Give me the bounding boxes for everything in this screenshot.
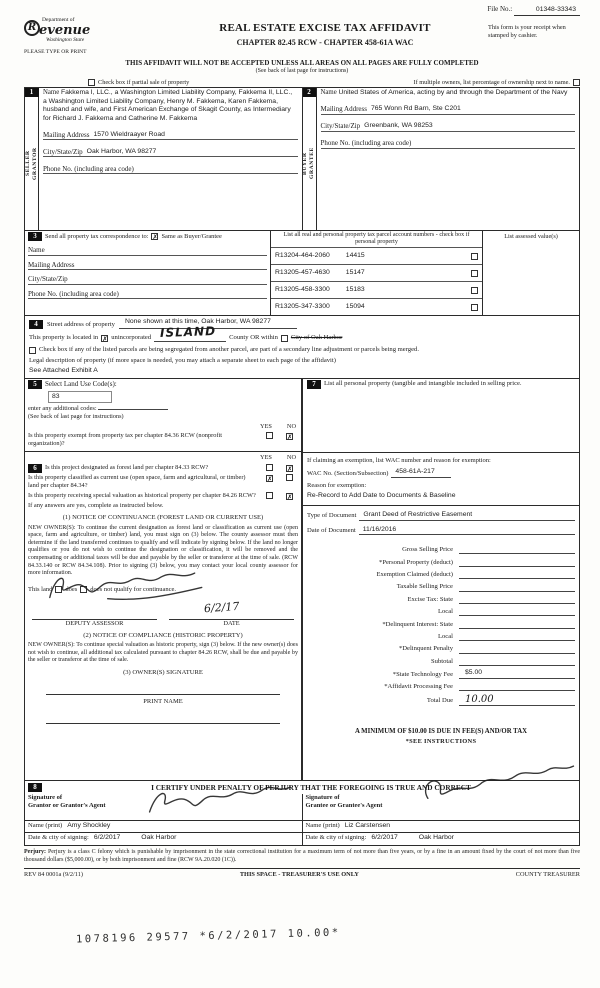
- grantor-date-city-field[interactable]: [25, 832, 302, 842]
- page-title: REAL ESTATE EXCISE TAX AFFIDAVIT: [219, 22, 431, 35]
- unincorporated-checkbox[interactable]: ✗: [102, 334, 108, 343]
- date-of-document-label: Date of Document: [307, 526, 356, 534]
- fee-row-excise-tax-local: Local: [307, 607, 575, 616]
- see-instructions-note: *SEE INSTRUCTIONS: [405, 738, 477, 746]
- personal-property-section: [302, 378, 580, 781]
- exempt-yes-checkbox[interactable]: [266, 432, 273, 439]
- grantee-date-value: 6/2/2017: [371, 834, 398, 842]
- fee-value-field[interactable]: [459, 620, 575, 629]
- buyer-grantee-section: [302, 88, 580, 230]
- fee-value-field[interactable]: [459, 607, 575, 616]
- parcel-id: R13205-458-3300: [275, 286, 330, 294]
- street-address-label: Street address of property: [47, 320, 115, 328]
- middle-columns: [24, 379, 580, 781]
- forest-no-checkbox[interactable]: ✗: [287, 464, 293, 473]
- buyer-grantee-vertical-label: BUYER GRANTEE: [302, 148, 315, 180]
- grantee-date-label: Date & city of signing:: [305, 834, 367, 842]
- fee-row-delinquent-interest-local: Local: [307, 632, 575, 641]
- buyer-city-label: City/State/Zip: [320, 122, 361, 131]
- additional-codes-line[interactable]: [98, 408, 168, 410]
- minimum-due-note: A MINIMUM OF $10.00 IS DUE IN FEE(S) AND/OR TAX: [354, 727, 528, 735]
- logo-department-of: Department of: [42, 17, 75, 24]
- section-7-number: 7: [307, 380, 321, 389]
- fee-value-field[interactable]: [459, 595, 575, 604]
- parcel-row: [271, 281, 482, 298]
- fee-row-delinquent-penalty: *Delinquent Penalty: [307, 645, 575, 654]
- parties-section: [24, 87, 580, 231]
- forest-yes-checkbox[interactable]: [266, 464, 273, 471]
- wac-number-value[interactable]: 458-61A-217: [391, 468, 451, 478]
- seller-name-field[interactable]: [43, 89, 298, 123]
- fee-row-excise-tax-state: Excise Tax: State: [307, 595, 575, 604]
- forest-land-question: Is this project designated as forest land per chapter 84.33 RCW?: [45, 463, 209, 471]
- seller-name-label: Name: [43, 89, 60, 97]
- parcel-num: 15094: [345, 303, 365, 311]
- grantor-agent-label: Grantor or Grantor's Agent: [28, 801, 106, 809]
- grantor-signature-of-label: Signature of: [28, 793, 63, 801]
- multiple-owners-label: If multiple owners, list percentage of ownership next to name.: [413, 78, 570, 86]
- buyer-name-field[interactable]: [321, 89, 576, 97]
- parcel-id: R13205-457-4630: [275, 269, 330, 277]
- deputy-assessor-label: DEPUTY ASSESSOR: [65, 619, 124, 627]
- partial-sale-label: Check box if partial sale of property: [98, 78, 190, 86]
- fee-value-field[interactable]: [459, 657, 575, 666]
- multiple-owners-checkbox[interactable]: [573, 79, 580, 86]
- parcel-row: [271, 264, 482, 281]
- file-number-label: File No.:: [487, 5, 513, 13]
- city-of-oak-harbor-label: City of Oak Harbor: [290, 333, 343, 341]
- pre-section-row: [24, 79, 580, 87]
- seller-city-label: City/State/Zip: [43, 147, 83, 156]
- fee-value-field[interactable]: [459, 583, 575, 592]
- notice-of-continuance-text: NEW OWNER(S): To continue the current designation as forest land or classification as current use (open space, farm and agriculture, or timber) land, you must sign on (3) below. The county assessor must then determine if the land transferred continues to qualify and will indicate by signing below. If the land no longer qualifies or you do not wish to continue the designation or classification, it will be removed and the compensating or additional taxes will be due and payable by the seller or transferor at the time of sale. (RCW 84.33.140 or RCW 84.34.108). Prior to signing (3) below, you may contact your local county assessor for more information.: [28, 524, 298, 577]
- legal-description-label: Legal description of property (if more space is needed, you may attach a separate sheet to each page of the affidavit): [29, 357, 336, 365]
- buyer-phone-label: Phone No. (including area code): [320, 139, 412, 148]
- parcel-num: 15183: [345, 286, 365, 294]
- county-handwritten-value: ISLAND: [159, 323, 217, 340]
- same-as-buyer-checkbox[interactable]: ✗: [152, 233, 158, 242]
- correspondence-city-label: City/State/Zip: [28, 275, 68, 284]
- perjury-notice: [24, 849, 580, 865]
- form-header: [24, 17, 580, 56]
- yes-no-header: YES NO: [260, 422, 296, 430]
- total-due-handwritten-value[interactable]: 10.00: [459, 695, 575, 706]
- historic-yes-checkbox[interactable]: [266, 492, 273, 499]
- grantee-city-value: Oak Harbor: [418, 834, 454, 842]
- grantee-signature-block: [302, 794, 580, 845]
- receipt-note: This form is your receipt when stamped by cashier.: [488, 24, 566, 40]
- parcel-row: [271, 248, 482, 264]
- seller-phone-field[interactable]: [43, 164, 298, 174]
- personal-property-checkbox-3[interactable]: [471, 287, 478, 294]
- deputy-assessor-row: [28, 599, 298, 628]
- grantor-name-value: Amy Shockley: [67, 821, 111, 829]
- buyer-mailing-value: 765 Wonn Rd Barn, Ste C201: [370, 105, 461, 113]
- personal-property-blank-area[interactable]: [303, 391, 579, 453]
- tax-correspondence-section: [24, 230, 580, 316]
- exemption-claim-label: If claiming an exemption, list WAC number and reason for exemption:: [307, 456, 491, 464]
- dor-logo: [24, 17, 162, 56]
- date-of-document-value[interactable]: 11/16/2016: [359, 526, 575, 535]
- fee-row-state-technology-fee: *State Technology Fee $5.00: [307, 669, 575, 678]
- does-not-label: does not qualify for continuance.: [90, 585, 177, 593]
- grantee-name-print-label: Name (print): [305, 821, 340, 829]
- certification-section: [24, 780, 580, 846]
- type-of-document-label: Type of Document: [307, 512, 357, 520]
- section-6-number: 6: [28, 464, 42, 473]
- grantor-signature-block: [25, 794, 302, 845]
- correspondence-mailing-field[interactable]: [28, 260, 267, 270]
- section-5-number: 5: [28, 380, 42, 389]
- type-of-document-value[interactable]: Grant Deed of Restrictive Easement: [359, 511, 575, 520]
- correspondence-name-label: Name: [28, 246, 45, 255]
- buyer-city-field[interactable]: [321, 122, 576, 132]
- correspondence-phone-field[interactable]: [28, 289, 267, 299]
- parcel-num: 15147: [345, 269, 365, 277]
- correspondence-name-field[interactable]: [28, 246, 267, 256]
- personal-property-checkbox-4[interactable]: [471, 304, 478, 311]
- certify-statement: I CERTIFY UNDER PENALTY OF PERJURY THAT THE FOREGOING IS TRUE AND CORRECT: [151, 782, 471, 792]
- print-name-label: PRINT NAME: [143, 698, 183, 706]
- see-back-note: (See back of last page for instructions): [255, 68, 349, 75]
- located-in-label: This property is located in: [29, 333, 99, 341]
- parcel-num: 14415: [345, 252, 365, 260]
- current-use-no-checkbox[interactable]: [286, 474, 293, 481]
- deputy-date-line[interactable]: [169, 599, 294, 620]
- correspondence-label: Send all property tax correspondence to:: [45, 232, 149, 240]
- additional-codes-field[interactable]: [28, 405, 298, 413]
- county-treasurer-label: COUNTY TREASURER: [515, 870, 580, 878]
- perjury-label: Perjury:: [24, 848, 46, 855]
- partial-sale-checkbox[interactable]: [88, 79, 95, 86]
- land-use-code-field[interactable]: 83: [48, 391, 112, 403]
- fee-value-field[interactable]: [459, 632, 575, 641]
- additional-codes-label: enter any additional codes:: [28, 405, 97, 413]
- property-location-section: [24, 315, 580, 378]
- cashier-stamp: 1078196 29577 *6/2/2017 10.00*: [75, 926, 341, 946]
- fee-value-field[interactable]: [459, 558, 575, 567]
- segregated-label: Check box if any of the listed parcels are being segregated from another parcel, are part of a secondary line adjustment or parcels being merged.: [39, 345, 419, 353]
- if-any-yes-note: If any answers are yes, complete as instructed below.: [28, 502, 164, 510]
- grantor-date-label: Date & city of signing:: [28, 834, 89, 842]
- assessed-value-column[interactable]: [483, 231, 579, 315]
- form-revision: REV 84 0001a (9/2/11): [24, 870, 83, 878]
- grantor-date-value: 6/2/2017: [93, 834, 121, 842]
- parcel-id: R13205-347-3300: [275, 303, 330, 311]
- file-number-value: 01348-33343: [514, 6, 580, 16]
- section-2-number: 2: [302, 88, 316, 97]
- city-checkbox[interactable]: [281, 335, 288, 342]
- land-does-checkbox[interactable]: [55, 586, 62, 593]
- grantor-city-value: Oak Harbor: [141, 834, 177, 842]
- seller-mailing-label: Mailing Address: [43, 130, 90, 139]
- same-as-buyer-label: Same as Buyer/Grantee: [161, 232, 222, 240]
- correspondence-mailing-label: Mailing Address: [28, 260, 75, 269]
- perjury-text: Perjury is a class C felony which is punishable by imprisonment in the state correctional institution for a maximum term of not more than five years, or by a fine in an amount fixed by the court of not more than five thousand dollars ($5,000.00), or by both imprisonment and fine (RCW 9A.20.020 (1C)).: [24, 848, 581, 863]
- fee-value-field[interactable]: [459, 645, 575, 654]
- fee-value-field[interactable]: [459, 682, 575, 691]
- personal-property-label: List all personal property (tangible and intangible included in selling price.: [324, 379, 522, 387]
- parcel-list-header: List all real and personal property tax parcel account numbers - check box if personal property: [271, 231, 482, 248]
- parcel-row: [271, 298, 482, 315]
- section-1-number: 1: [25, 88, 39, 97]
- fee-table: [307, 542, 575, 706]
- fee-value-field[interactable]: [459, 545, 575, 554]
- grantor-signature-area[interactable]: [28, 794, 299, 818]
- seller-grantor-section: [25, 88, 302, 230]
- grantee-print-name-field[interactable]: [303, 820, 580, 830]
- continuance-section: [24, 451, 302, 781]
- buyer-name-value: United States of America, acting by and through the Department of the Navy: [338, 89, 568, 97]
- owners-signature-title: (3) OWNER(S) SIGNATURE: [123, 669, 203, 677]
- deputy-date-handwritten: 6/2/17: [203, 599, 240, 616]
- logo-washington-state: Washington State: [46, 37, 85, 44]
- notice-of-compliance-title: (2) NOTICE OF COMPLIANCE (HISTORIC PROPERTY): [83, 631, 243, 639]
- buyer-mailing-label: Mailing Address: [320, 105, 367, 114]
- seller-mailing-field[interactable]: [43, 130, 298, 140]
- grantee-agent-label: Grantee or Grantee's Agent: [305, 801, 383, 809]
- does-label: does: [65, 585, 78, 593]
- seller-phone-label: Phone No. (including area code): [43, 164, 134, 173]
- section-7-divider: [303, 505, 579, 506]
- seller-city-value: Oak Harbor, WA 98277: [86, 147, 157, 155]
- fee-row-affidavit-processing-fee: *Affidavit Processing Fee: [307, 682, 575, 691]
- notice-of-compliance-text: NEW OWNER(S): To continue special valuation as historic property, sign (3) below. If the new owner(s) does not wish to continue, all additional tax calculated pursuant to chapter 84.26 RCW, shall be due and payable by the seller or transferor at the time of sale.: [28, 642, 298, 664]
- seller-city-field[interactable]: [43, 147, 298, 157]
- grantee-signature-of-label: Signature of: [305, 793, 340, 801]
- grantee-date-city-field[interactable]: [303, 832, 580, 842]
- land-does-not-checkbox[interactable]: [80, 586, 87, 593]
- notice-of-continuance-title: (1) NOTICE OF CONTINUANCE (FOREST LAND OR CURRENT USE): [62, 514, 264, 522]
- print-name-line[interactable]: [46, 711, 280, 724]
- buyer-name-label: Name: [320, 89, 337, 97]
- date-label: DATE: [223, 619, 240, 627]
- section-3-number: 3: [28, 232, 42, 241]
- grantee-name-value: Liz Carstensen: [344, 821, 391, 829]
- file-number: [24, 5, 580, 16]
- seller-name-value: Fakkema I, LLC., a Washington Limited Liability Company, Fakkema II, LLC., a Washington Limited Liability Company, Henry M. Fakkema, Karen Fakkema, husband and wife, and First American Exchange of Skagit County, as Intermediary for Richard J. Fakkema and Catherine M. Fakkema: [43, 89, 293, 122]
- personal-property-checkbox-2[interactable]: [471, 270, 478, 277]
- seller-mailing-value: 1570 Wieldraayer Road: [93, 130, 165, 138]
- correspondence-phone-label: Phone No. (including area code): [28, 289, 119, 298]
- deputy-assessor-signature-line[interactable]: [32, 608, 157, 620]
- fee-row-delinquent-interest-state: *Delinquent Interest: State: [307, 620, 575, 629]
- land-use-section: [24, 378, 302, 452]
- historic-no-checkbox[interactable]: ✗: [287, 492, 293, 501]
- current-use-question: Is this property classified as current use (open space, farm and agricultural, or timber) land per chapter 84.34?: [28, 474, 246, 490]
- footer-row: [24, 868, 580, 879]
- logo-revenue: evenue: [39, 23, 91, 39]
- fee-row-exemption-claimed: Exemption Claimed (deduct): [307, 570, 575, 579]
- correspondence-city-field[interactable]: [28, 275, 267, 285]
- personal-property-checkbox-1[interactable]: [471, 253, 478, 260]
- buyer-phone-field[interactable]: [321, 139, 576, 149]
- fee-row-personal-property: *Personal Property (deduct): [307, 558, 575, 567]
- land-qualify-row: [28, 586, 298, 594]
- current-use-yes-checkbox[interactable]: ✗: [267, 475, 273, 484]
- fee-value-field[interactable]: $5.00: [459, 669, 575, 678]
- legal-description-value[interactable]: See Attached Exhibit A: [29, 367, 98, 375]
- see-back-note-2: (See back of last page for instructions): [28, 413, 124, 421]
- segregated-checkbox[interactable]: [29, 347, 36, 354]
- fee-value-field[interactable]: [459, 570, 575, 579]
- land-use-label: Select Land Use Code(s):: [45, 380, 117, 388]
- grantee-signature-area[interactable]: [306, 794, 577, 818]
- grantor-print-name-field[interactable]: [25, 820, 302, 830]
- reason-for-exemption-label: Reason for exemption:: [307, 482, 367, 490]
- parcel-id: R13204-464-2060: [275, 252, 330, 260]
- fee-row-taxable-selling-price: Taxable Selling Price: [307, 583, 575, 592]
- grantor-name-print-label: Name (print): [28, 821, 63, 829]
- treasurer-space-label: THIS SPACE - TREASURER'S USE ONLY: [239, 870, 359, 878]
- this-land-label: This land: [28, 585, 53, 593]
- fee-row-total-due: Total Due 10.00: [307, 695, 575, 706]
- assessed-value-header: List assessed value(s): [504, 233, 558, 241]
- fee-row-subtotal: Subtotal: [307, 657, 575, 666]
- completion-warning: THIS AFFIDAVIT WILL NOT BE ACCEPTED UNLESS ALL AREAS ON ALL PAGES ARE FULLY COMPLETED: [125, 59, 479, 68]
- street-address-value[interactable]: None shown at this time, Oak Harbor, WA 98277: [119, 318, 297, 328]
- exempt-question: Is this property exempt from property tax per chapter 84.36 RCW (nonprofit organization)?: [28, 431, 223, 447]
- revenue-logo-icon: R: [24, 20, 40, 36]
- yes-no-header-2: YES NO: [260, 454, 296, 462]
- historic-question: Is this property receiving special valuation as historical property per chapter 84.26 RCW?: [28, 491, 256, 499]
- section-8-number: 8: [28, 783, 42, 792]
- wac-number-label: WAC No. (Section/Subsection): [307, 470, 389, 478]
- fee-row-gross-selling-price: Gross Selling Price: [307, 545, 575, 554]
- please-type-or-print: PLEASE TYPE OR PRINT: [24, 49, 87, 56]
- buyer-mailing-field[interactable]: [321, 105, 576, 115]
- county-or-within-label: County OR within: [229, 333, 278, 341]
- county-blank-field[interactable]: [154, 323, 226, 342]
- buyer-city-value: Greenbank, WA 98253: [364, 122, 433, 130]
- seller-grantor-vertical-label: SELLER GRANTOR: [25, 147, 38, 181]
- exempt-no-checkbox[interactable]: ✗: [287, 432, 293, 441]
- section-4-number: 4: [29, 320, 43, 329]
- unincorporated-label: unincorporated: [111, 333, 152, 341]
- reason-for-exemption-value[interactable]: Re-Record to Add Date to Documents & Baseline: [307, 491, 456, 499]
- page-subtitle: CHAPTER 82.45 RCW - CHAPTER 458-61A WAC: [236, 38, 414, 48]
- owner-signature-line[interactable]: [46, 682, 280, 695]
